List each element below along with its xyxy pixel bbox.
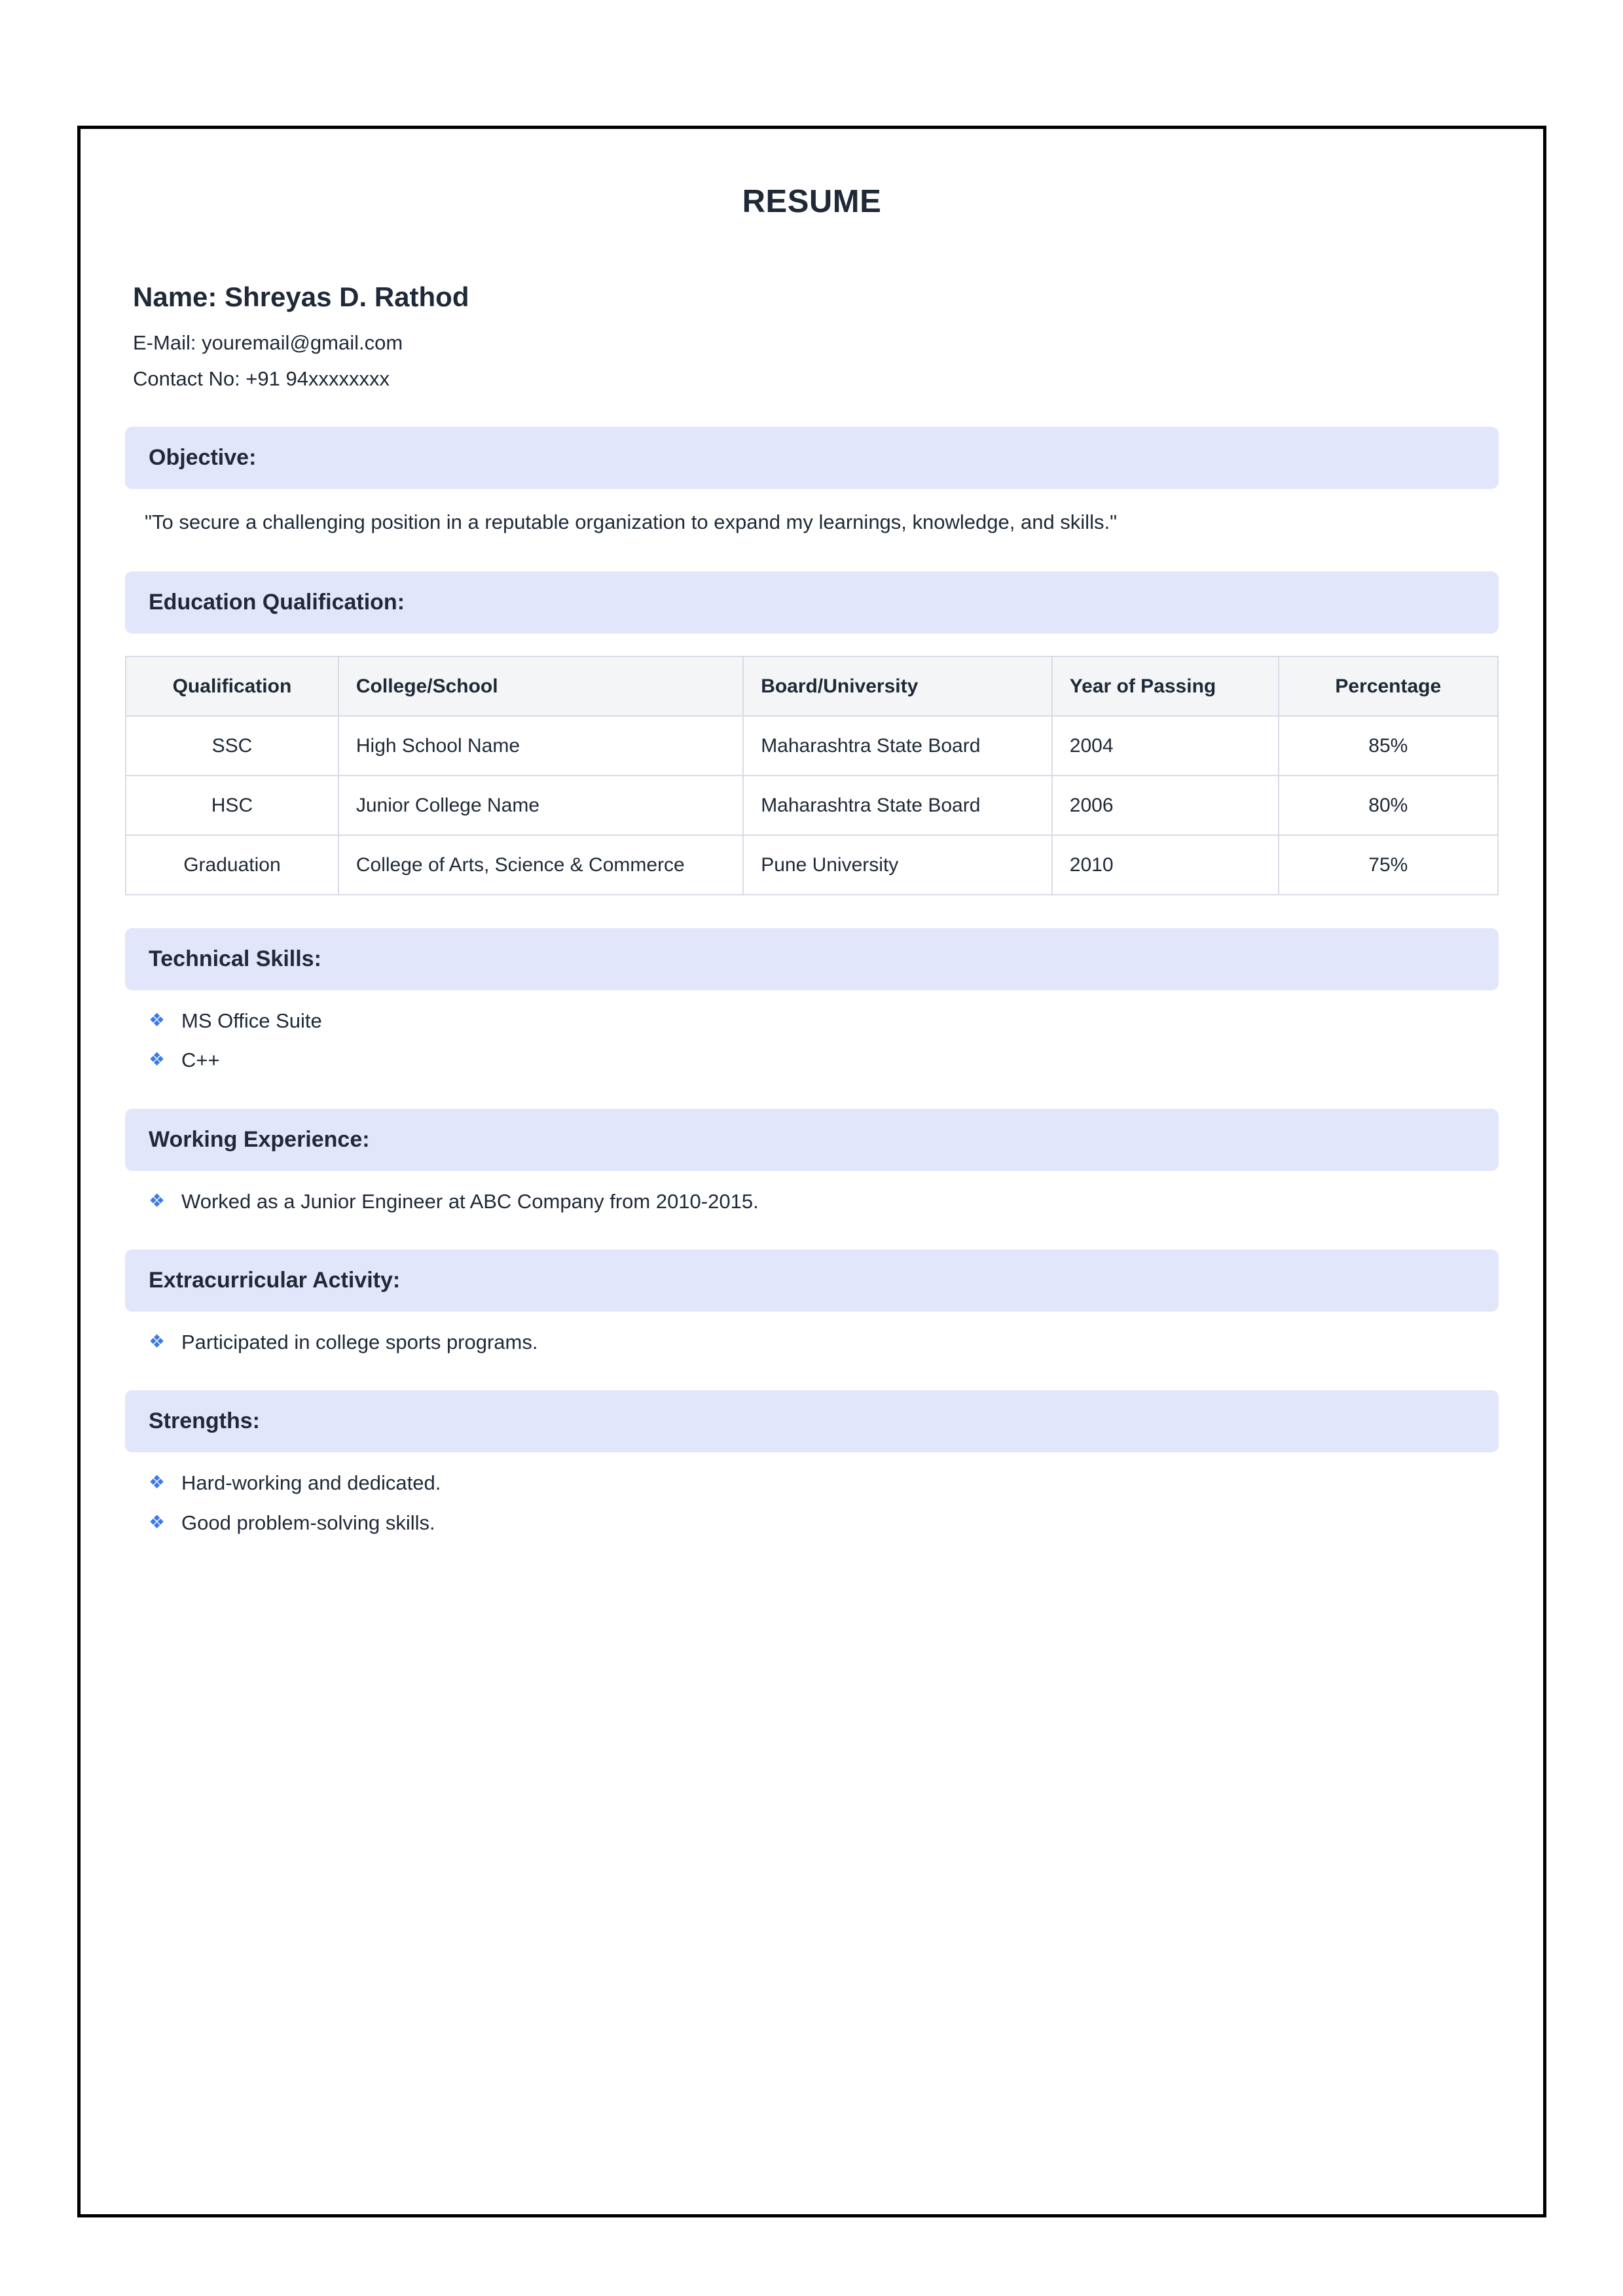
cell-year: 2010: [1052, 835, 1279, 895]
list-item-label: Worked as a Junior Engineer at ABC Company from 2010-2015.: [181, 1189, 759, 1213]
cell-year: 2006: [1052, 776, 1279, 835]
extracurricular-list: [125, 1312, 1499, 1358]
list-item-label: Hard-working and dedicated.: [181, 1471, 441, 1495]
column-header-board: Board/University: [743, 656, 1052, 716]
section-title-objective: Objective:: [149, 445, 257, 471]
section-header-education: [125, 571, 1499, 634]
table-row: [126, 716, 1498, 776]
section-header-objective: [125, 427, 1499, 489]
page-title: RESUME: [742, 184, 882, 219]
section-title-strengths: Strengths:: [149, 1408, 260, 1434]
cell-qualification: Graduation: [126, 835, 338, 895]
column-header-school: College/School: [338, 656, 743, 716]
diamond-bullet-icon: ❖: [149, 1049, 166, 1070]
cell-qualification: HSC: [126, 776, 338, 835]
section-header-strengths: [125, 1390, 1499, 1452]
list-item-label: MS Office Suite: [181, 1009, 322, 1032]
technical-skills-list: [125, 990, 1499, 1076]
cell-board: Pune University: [743, 835, 1052, 895]
list-item: [149, 1327, 1499, 1358]
column-header-percentage: Percentage: [1279, 656, 1498, 716]
section-header-extracurricular: [125, 1249, 1499, 1312]
diamond-bullet-icon: ❖: [149, 1009, 166, 1030]
cell-school: High School Name: [338, 716, 743, 776]
education-table: [125, 656, 1499, 895]
cell-school: Junior College Name: [338, 776, 743, 835]
table-row: [126, 776, 1498, 835]
resume-page-content: [81, 129, 1543, 2214]
list-item: [149, 1045, 1499, 1076]
list-item: [149, 1187, 1499, 1217]
cell-board: Maharashtra State Board: [743, 716, 1052, 776]
section-title-extracurricular: Extracurricular Activity:: [149, 1268, 401, 1293]
cell-percentage: 80%: [1279, 776, 1498, 835]
column-header-year: Year of Passing: [1052, 656, 1279, 716]
section-title-working-experience: Working Experience:: [149, 1126, 370, 1152]
table-header-row: [126, 656, 1498, 716]
candidate-name: Name: Shreyas D. Rathod: [133, 281, 469, 312]
cell-qualification: SSC: [126, 716, 338, 776]
section-header-working-experience: [125, 1109, 1499, 1171]
cell-percentage: 85%: [1279, 716, 1498, 776]
cell-board: Maharashtra State Board: [743, 776, 1052, 835]
cell-school: College of Arts, Science & Commerce: [338, 835, 743, 895]
list-item-label: C++: [181, 1049, 220, 1072]
column-header-qualification: Qualification: [126, 656, 338, 716]
diamond-bullet-icon: ❖: [149, 1331, 166, 1352]
list-item: [149, 1468, 1499, 1499]
candidate-contact: Contact No: +91 94xxxxxxxx: [133, 367, 390, 391]
section-title-technical-skills: Technical Skills:: [149, 946, 321, 971]
resume-page-frame: [77, 126, 1546, 2217]
list-item: [149, 1508, 1499, 1539]
cell-year: 2004: [1052, 716, 1279, 776]
diamond-bullet-icon: ❖: [149, 1190, 166, 1211]
cell-percentage: 75%: [1279, 835, 1498, 895]
diamond-bullet-icon: ❖: [149, 1511, 166, 1532]
objective-text: "To secure a challenging position in a reputable organization to expand my learnings, knowledge, and skills.": [145, 510, 1118, 533]
strengths-list: [125, 1452, 1499, 1538]
list-item: [149, 1006, 1499, 1037]
identity-block: [125, 280, 1499, 394]
section-header-technical-skills: [125, 928, 1499, 990]
candidate-email: E-Mail: youremail@gmail.com: [133, 331, 403, 355]
table-row: [126, 835, 1498, 895]
section-title-education: Education Qualification:: [149, 590, 405, 615]
list-item-label: Good problem-solving skills.: [181, 1511, 435, 1534]
working-experience-list: [125, 1171, 1499, 1217]
diamond-bullet-icon: ❖: [149, 1472, 166, 1493]
list-item-label: Participated in college sports programs.: [181, 1330, 538, 1354]
